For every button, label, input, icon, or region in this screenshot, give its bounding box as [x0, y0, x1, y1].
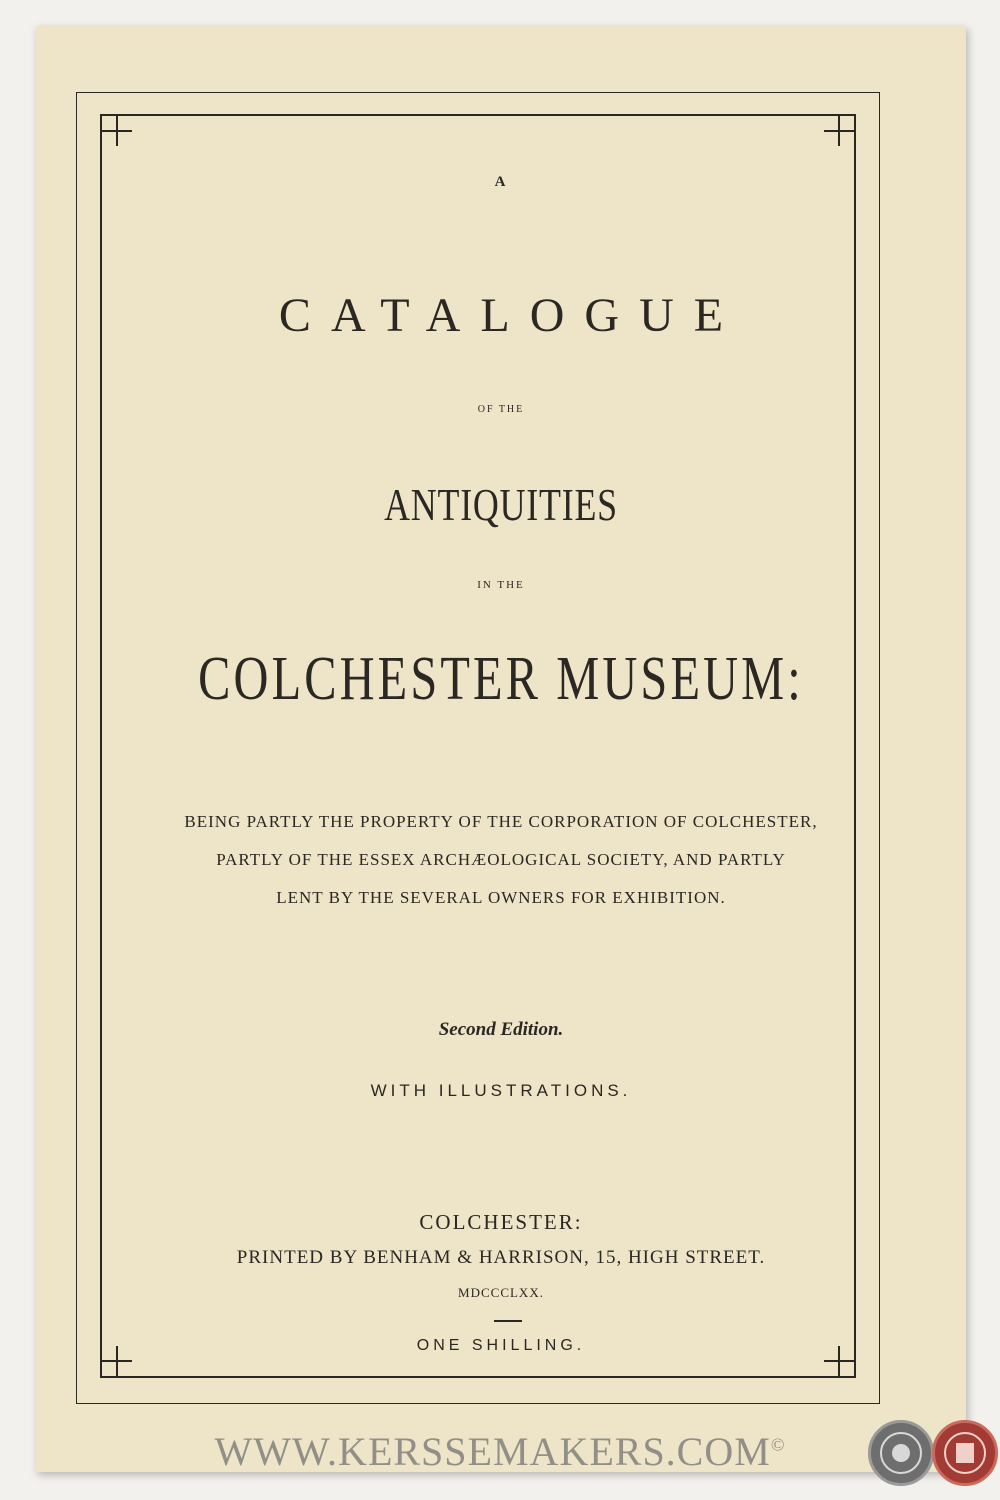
title-in-the: IN THE — [477, 579, 525, 591]
imprint-printer: PRINTED BY BENHAM & HARRISON, 15, HIGH STREET. — [236, 1247, 766, 1268]
title-antiquities: ANTIQUITIES — [384, 479, 618, 530]
description-line-3: LENT BY THE SEVERAL OWNERS FOR EXHIBITION. — [276, 888, 726, 907]
title-catalogue: CATALOGUE — [278, 289, 744, 342]
title-article: A — [494, 174, 508, 190]
price-divider — [494, 1320, 522, 1322]
title-of-the: OF THE — [477, 404, 525, 415]
seal-ilab-icon — [932, 1420, 998, 1486]
watermark — [0, 1428, 1000, 1475]
seal-nvva-icon — [868, 1420, 934, 1486]
illustrations-label: WITH ILLUSTRATIONS. — [370, 1081, 632, 1100]
description-line-1: BEING PARTLY THE PROPERTY OF THE CORPORATION OF COLCHESTER, — [184, 812, 818, 831]
price-label: ONE SHILLING. — [416, 1337, 586, 1354]
imprint-year: MDCCCLXX. — [458, 1285, 544, 1300]
edition-label: Second Edition. — [438, 1019, 564, 1040]
watermark-text: WWW.KERSSEMAKERS.COM — [214, 1429, 771, 1474]
booklet-cover — [36, 26, 966, 1472]
corner-mark-top-left — [102, 116, 132, 146]
corner-mark-top-right — [824, 116, 854, 146]
title-colchester-museum: COLCHESTER MUSEUM: — [198, 645, 804, 713]
description-line-2: PARTLY OF THE ESSEX ARCHÆOLOGICAL SOCIETY, AND PARTLY — [216, 850, 786, 869]
copyright-symbol: © — [770, 1434, 786, 1455]
imprint-place: COLCHESTER: — [419, 1210, 583, 1234]
